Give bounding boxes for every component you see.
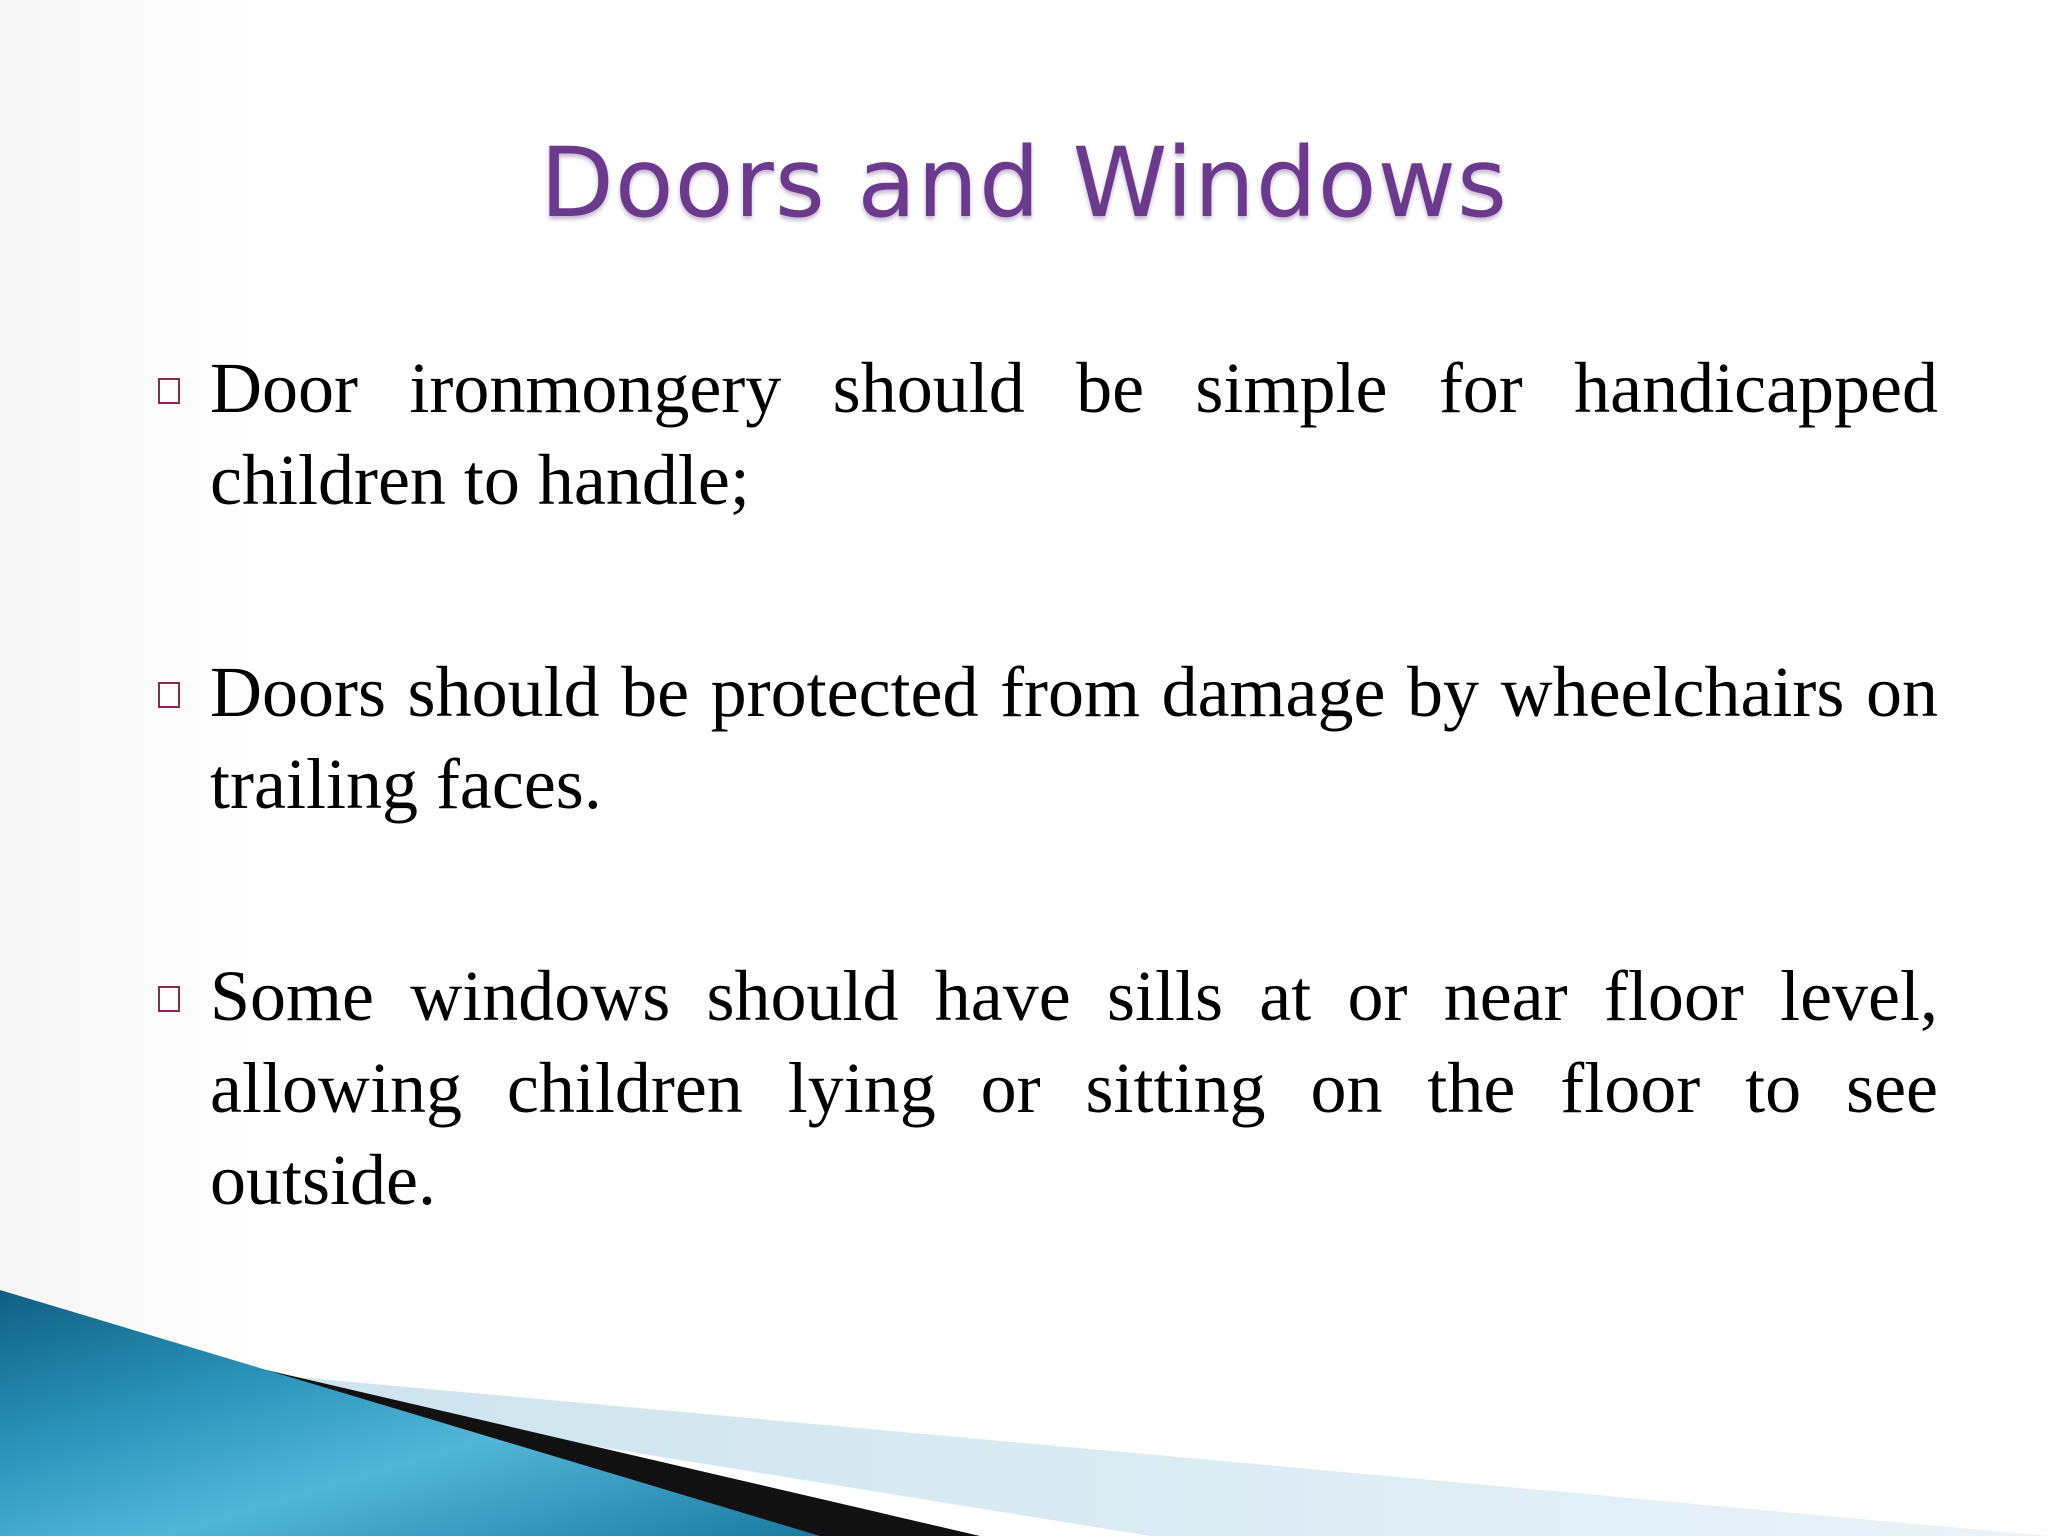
slide-title: Doors and Windows bbox=[539, 127, 1509, 239]
bullet-text: Some windows should have sills at or near floor level, allowing children lying or sitting on the floor to see outside. bbox=[210, 956, 1938, 1220]
bullet-item bbox=[148, 646, 1938, 830]
square-bullet-icon bbox=[158, 378, 180, 404]
bullet-item bbox=[148, 342, 1938, 526]
bullet-text: Doors should be protected from damage by wheelchairs on trailing faces. bbox=[210, 652, 1938, 824]
square-bullet-icon bbox=[158, 682, 180, 708]
corner-decoration bbox=[0, 1290, 2048, 1536]
bullet-text: Door ironmongery should be simple for handicapped children to handle; bbox=[210, 348, 1938, 520]
bullet-item bbox=[148, 950, 1938, 1226]
bullet-list bbox=[148, 342, 1938, 1226]
square-bullet-icon bbox=[158, 986, 180, 1012]
